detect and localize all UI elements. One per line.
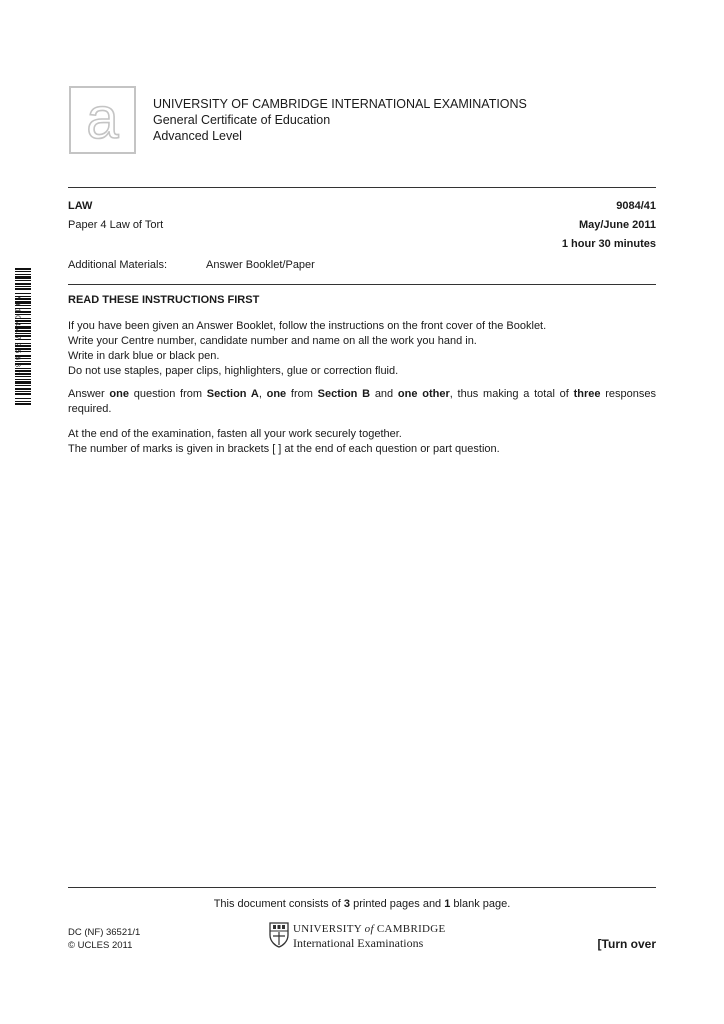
cambridge-logo: UNIVERSITY of CAMBRIDGE International Examinations bbox=[269, 922, 469, 952]
instruction-line: If you have been given an Answer Booklet, follow the instructions on the front cover of the Booklet. bbox=[68, 320, 547, 332]
exam-duration: 1 hour 30 minutes bbox=[561, 238, 656, 250]
instruction-line: Write your Centre number, candidate number and name on all the work you hand in. bbox=[68, 335, 477, 347]
answer-instruction: Answer one question from Section A, one from Section B and one other, thus making a total of three responses required. bbox=[68, 388, 656, 415]
page-count-note: This document consists of 3 printed pages and 1 blank page. bbox=[213, 898, 511, 910]
organisation-name: UNIVERSITY OF CAMBRIDGE INTERNATIONAL EXAMINATIONS bbox=[153, 97, 527, 111]
divider bbox=[68, 187, 656, 188]
svg-text:a: a bbox=[86, 88, 119, 151]
cie-a-logo bbox=[69, 86, 136, 154]
instruction-line: Write in dark blue or black pen. bbox=[68, 350, 220, 362]
instructions-body bbox=[68, 319, 656, 457]
instruction-line: The number of marks is given in brackets [ ] at the end of each question or part question. bbox=[68, 443, 500, 455]
barcode bbox=[3, 268, 31, 406]
cambridge-crest-icon bbox=[269, 922, 289, 948]
divider bbox=[68, 284, 656, 285]
document-ref: DC (NF) 36521/1 bbox=[68, 927, 141, 938]
copyright: © UCLES 2011 bbox=[68, 940, 133, 951]
instruction-line: Do not use staples, paper clips, highlighters, glue or correction fluid. bbox=[68, 365, 399, 377]
instruction-line: At the end of the examination, fasten all your work securely together. bbox=[68, 428, 402, 440]
subject: LAW bbox=[68, 200, 93, 212]
exam-code: 9084/41 bbox=[616, 200, 656, 212]
materials-label: Additional Materials: bbox=[68, 259, 168, 271]
exam-session: May/June 2011 bbox=[578, 219, 656, 231]
turn-over: [Turn over bbox=[597, 937, 656, 951]
footer-divider bbox=[68, 887, 656, 888]
materials-value: Answer Booklet/Paper bbox=[206, 259, 315, 271]
barcode-digits: * 9 1 0 4 4 7 2 5 6 8 * bbox=[13, 295, 21, 374]
certificate-name: General Certificate of Education bbox=[153, 113, 331, 127]
level-name: Advanced Level bbox=[153, 129, 242, 143]
instructions-heading: READ THESE INSTRUCTIONS FIRST bbox=[68, 294, 260, 306]
paper-title: Paper 4 Law of Tort bbox=[68, 219, 164, 231]
